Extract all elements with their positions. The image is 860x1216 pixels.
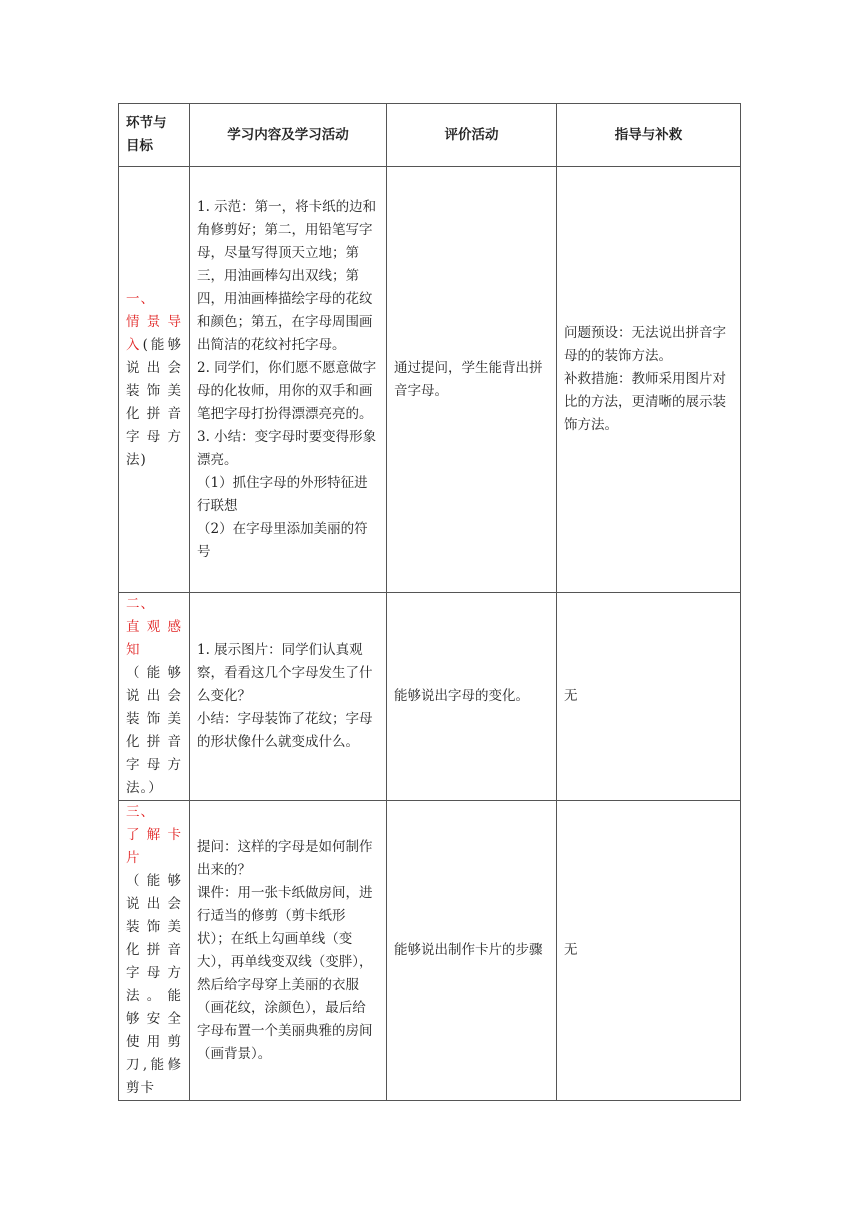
content-cell: [190, 801, 387, 1101]
content-paragraph: 1. 示范：第一，将卡纸的边和角修剪好；第二，用铅笔写字母，尽量写得顶天立地；第三，用油画棒勾出双线；第四，用油画棒描绘字母的花纹和颜色；第五，在字母周围画出简洁的花纹衬托字母。: [197, 198, 377, 353]
guidance-cell: [557, 167, 741, 593]
section-title: 直观感知: [126, 619, 182, 658]
section-goal: （能够说出会装饰美化拼音字母方法。能够安全使用剪刀,能修剪卡: [126, 873, 182, 1096]
section-number: 三、: [126, 804, 155, 820]
evaluation-cell: 能够说出制作卡片的步骤: [387, 801, 557, 1101]
lesson-plan-table: [118, 103, 741, 1101]
header-row: [119, 104, 741, 167]
content-cell: [190, 167, 387, 593]
header-content: 学习内容及学习活动: [190, 104, 387, 167]
header-evaluation: 评价活动: [387, 104, 557, 167]
evaluation-cell: 通过提问，学生能背出拼音字母。: [387, 167, 557, 593]
header-guidance: 指导与补救: [557, 104, 741, 167]
content-paragraph: （1）抓住字母的外形特征进行联想: [197, 474, 368, 514]
table-row: [119, 593, 741, 801]
header-stage-goal-line1: 环节与: [126, 115, 167, 131]
evaluation-cell: 能够说出字母的变化。: [387, 593, 557, 801]
header-stage-goal-line2: 目标: [126, 138, 153, 154]
stage-cell: [119, 167, 190, 593]
guidance-paragraph: 补救措施：教师采用图片对比的方法，更清晰的展示装饰方法。: [564, 371, 726, 433]
section-title: 情景导入: [126, 313, 182, 353]
section-goal: (能够说出会装饰美化拼音字母方法): [126, 336, 182, 468]
content-paragraph: 2. 同学们，你们愿不愿意做字母的化妆师，用你的双手和画笔把字母打扮得漂漂亮亮的。: [197, 359, 377, 422]
content-paragraph: 小结：字母装饰了花纹；字母的形状像什么就变成什么。: [197, 711, 373, 750]
guidance-paragraph: 无: [564, 942, 578, 958]
table-row: [119, 167, 741, 593]
stage-cell: [119, 801, 190, 1101]
content-paragraph: （2）在字母里添加美丽的符号: [197, 520, 368, 560]
section-number: 二、: [126, 596, 155, 612]
guidance-cell: [557, 593, 741, 801]
content-cell: [190, 593, 387, 801]
guidance-paragraph: 问题预设：无法说出拼音字母的的装饰方法。: [564, 325, 726, 364]
stage-cell: [119, 593, 190, 801]
content-paragraph: 课件：用一张卡纸做房间，进行适当的修剪（剪卡纸形状）；在纸上勾画单线（变大），再单线变双线（变胖），然后给字母穿上美丽的衣服（画花纹，涂颜色），最后给字母布置一个美丽典雅的房间（画背景）。: [197, 884, 373, 1062]
section-title: 了解卡片: [126, 827, 182, 866]
section-goal: （能够说出会装饰美化拼音字母方法。）: [126, 665, 182, 796]
guidance-paragraph: 无: [564, 688, 578, 704]
content-paragraph: 1. 展示图片：同学们认真观察，看看这几个字母发生了什么变化？: [197, 642, 373, 704]
content-paragraph: 提问：这样的字母是如何制作出来的？: [197, 838, 373, 878]
section-number: 一、: [126, 290, 155, 307]
guidance-cell: [557, 801, 741, 1101]
header-stage-goal: [119, 104, 190, 167]
table-row: [119, 801, 741, 1101]
content-paragraph: 3. 小结：变字母时要变得形象漂亮。: [197, 428, 377, 468]
